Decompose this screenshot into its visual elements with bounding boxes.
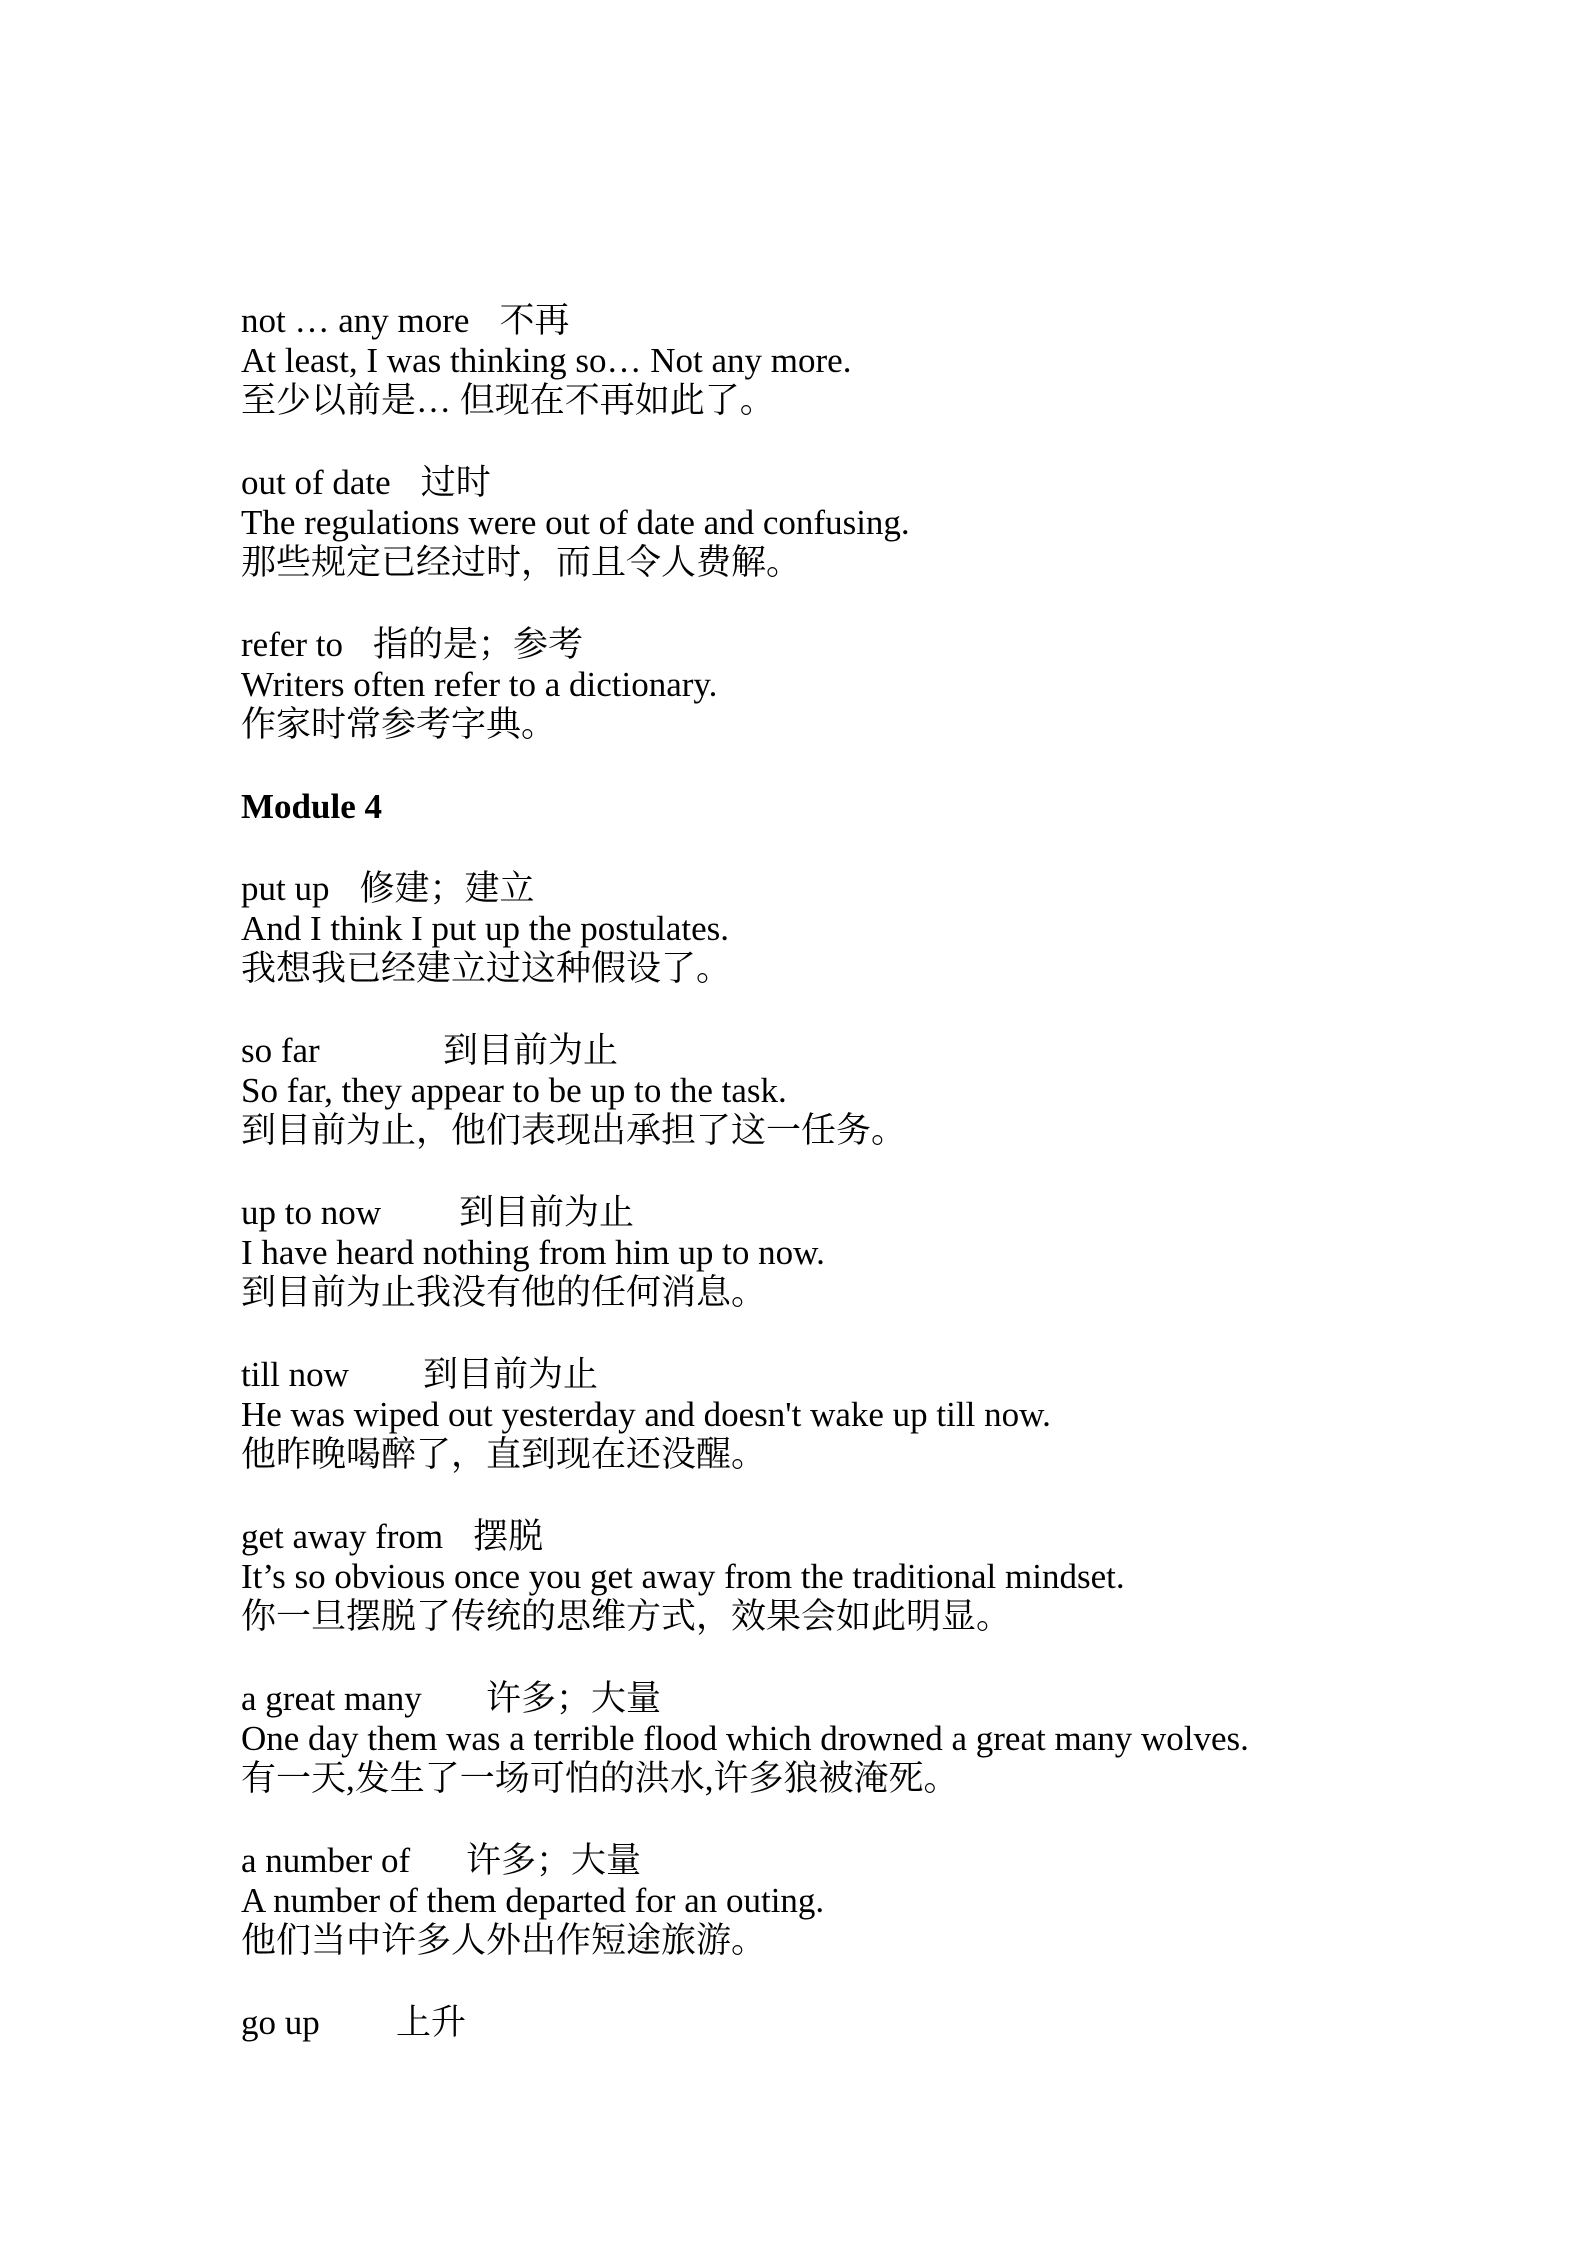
- phrase-line: [241, 1517, 1541, 1557]
- phrase-gloss: 修建；建立: [359, 869, 535, 908]
- example-sentence: I have heard nothing from him up to now.: [241, 1233, 825, 1272]
- phrase-line: [241, 301, 1541, 341]
- example-translation: 有一天,发生了一场可怕的洪水,许多狼被淹死。: [241, 1759, 959, 1798]
- phrase-gloss: 过时: [420, 463, 491, 502]
- module-heading: Module 4: [241, 787, 382, 826]
- example-translation: 他们当中许多人外出作短途旅游。: [241, 1921, 767, 1960]
- phrase-line: [241, 2003, 1541, 2043]
- phrase-gloss: 上升: [396, 2003, 467, 2042]
- phrase-line: [241, 869, 1541, 909]
- example-sentence: One day them was a terrible flood which drowned a great many wolves.: [241, 1719, 1249, 1758]
- vocab-entry: [241, 1517, 1541, 1637]
- example-sentence: The regulations were out of date and confusing.: [241, 503, 910, 542]
- example-sentence: At least, I was thinking so… Not any more.: [241, 341, 852, 380]
- phrase-term: up to now: [241, 1193, 381, 1232]
- example-sentence: A number of them departed for an outing.: [241, 1881, 825, 1920]
- phrase-term: a great many: [241, 1679, 422, 1718]
- example-sentence: So far, they appear to be up to the task.: [241, 1071, 787, 1110]
- phrase-line: [241, 463, 1541, 503]
- document-page: [241, 301, 1541, 2085]
- phrase-line: [241, 1193, 1541, 1233]
- phrase-term: out of date: [241, 463, 391, 502]
- example-translation: 那些规定已经过时，而且令人费解。: [241, 543, 802, 582]
- example-sentence: Writers often refer to a dictionary.: [241, 665, 718, 704]
- phrase-line: [241, 625, 1541, 665]
- vocab-entry: [241, 1355, 1541, 1475]
- vocab-entry: [241, 1031, 1541, 1151]
- example-translation: 我想我已经建立过这种假设了。: [241, 949, 732, 988]
- phrase-term: till now: [241, 1355, 349, 1394]
- phrase-term: a number of: [241, 1841, 411, 1880]
- phrase-line: [241, 1355, 1541, 1395]
- phrase-gloss: 许多；大量: [486, 1679, 662, 1718]
- example-sentence: It’s so obvious once you get away from the traditional mindset.: [241, 1557, 1125, 1596]
- vocab-entry: [241, 463, 1541, 583]
- phrase-term: go up: [241, 2003, 320, 2042]
- phrase-gloss: 到目前为止: [443, 1031, 619, 1070]
- phrase-line: [241, 1679, 1541, 1719]
- example-translation: 你一旦摆脱了传统的思维方式，效果会如此明显。: [241, 1597, 1012, 1636]
- phrase-gloss: 摆脱: [473, 1517, 544, 1556]
- example-translation: 作家时常参考字典。: [241, 705, 557, 744]
- vocab-entry: [241, 1679, 1541, 1799]
- example-translation: 至少以前是… 但现在不再如此了。: [241, 381, 775, 420]
- phrase-term: so far: [241, 1031, 320, 1070]
- vocab-entry: [241, 2003, 1541, 2043]
- phrase-line: [241, 1031, 1541, 1071]
- example-translation: 到目前为止，他们表现出承担了这一任务。: [241, 1111, 907, 1150]
- vocab-entry: [241, 1193, 1541, 1313]
- vocab-entry: [241, 1841, 1541, 1961]
- vocab-entry: [241, 625, 1541, 745]
- phrase-term: put up: [241, 869, 330, 908]
- phrase-gloss: 到目前为止: [459, 1193, 635, 1232]
- phrase-gloss: 指的是；参考: [373, 625, 584, 664]
- vocab-entry: [241, 869, 1541, 989]
- example-sentence: He was wiped out yesterday and doesn't wake up till now.: [241, 1395, 1051, 1434]
- phrase-term: not … any more: [241, 301, 470, 340]
- example-translation: 到目前为止我没有他的任何消息。: [241, 1273, 767, 1312]
- phrase-gloss: 许多；大量: [466, 1841, 642, 1880]
- phrase-term: refer to: [241, 625, 344, 664]
- example-sentence: And I think I put up the postulates.: [241, 909, 730, 948]
- phrase-term: get away from: [241, 1517, 444, 1556]
- example-translation: 他昨晚喝醉了，直到现在还没醒。: [241, 1435, 767, 1474]
- phrase-gloss: 到目前为止: [423, 1355, 599, 1394]
- phrase-gloss: 不再: [499, 301, 570, 340]
- vocab-entry: [241, 301, 1541, 421]
- phrase-line: [241, 1841, 1541, 1881]
